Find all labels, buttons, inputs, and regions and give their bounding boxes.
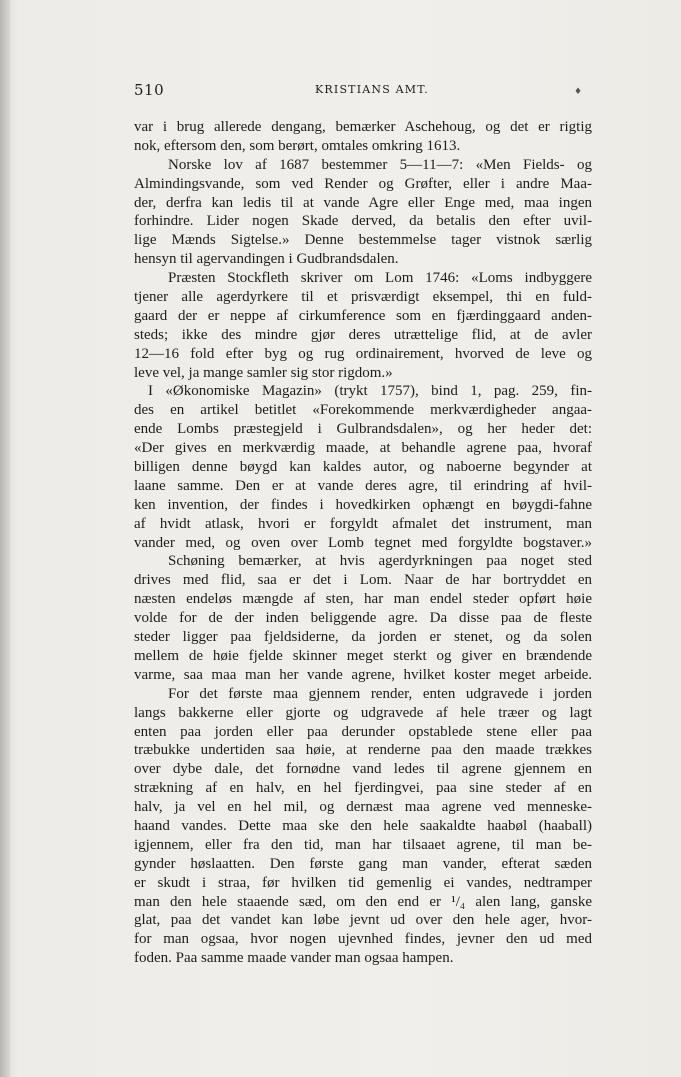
page-spine-shadow	[0, 0, 10, 1077]
text-line: I «Økonomiske Magazin» (trykt 1757), bind 1, pag. 259, fin-	[148, 383, 592, 400]
text-line: nok, eftersom den, som berørt, omtales omkring 1613.	[134, 137, 461, 154]
text-line: drives med flid, saa er det i Lom. Naar de har bortryddet en	[134, 572, 592, 589]
text-line: af hvidt atlask, hvori er forgyldt afmalet det instrument, man	[134, 515, 592, 532]
text-line: Schøning bemærker, at hvis agerdyrkningen paa noget sted	[168, 553, 592, 570]
text-line: ende Lombs præstegjeld i Gulbrandsdalen», og her heder det:	[134, 421, 592, 438]
print-mark: ♦	[574, 87, 583, 97]
text-line: for man ogsaa, hvor nogen ujevnhed findes, jevner den ud med	[134, 931, 592, 948]
text-line: glat, paa det vandet kan løbe jevnt ud over den hele ager, hvor-	[134, 912, 592, 929]
text-line: haand vandes. Dette maa ske den hele saakaldte haabøl (haaball)	[134, 817, 592, 834]
text-line: vander med, og oven over Lomb tegnet med forgyldte bogstaver.»	[134, 534, 592, 551]
text-line: «Der gives en merkværdig maade, at behandle agrene paa, hvoraf	[134, 440, 592, 457]
text-line: varme, saa maa man her vande agrene, hvilket koster meget arbeide.	[134, 666, 592, 683]
text-line: gaard der er neppe af cirkumference som en fjærdinggaard anden-	[134, 307, 592, 324]
text-line: enten paa jorden eller paa derunder opstablede stene eller paa	[134, 723, 592, 740]
text-line: Norske lov af 1687 bestemmer 5—11—7: «Men Fields- og	[168, 156, 592, 173]
page-header	[134, 81, 594, 99]
text-line: tjener alle agerdyrkere til et prisværdigt eksempel, thi en fuld-	[134, 289, 592, 306]
text-line: billigen denne bøygd kan kaldes autor, og naboerne begynder at	[134, 459, 592, 476]
running-title: KRISTIANS AMT.	[315, 83, 429, 96]
text-line: des en artikel betitlet «Forekommende merkværdigheder angaa-	[134, 402, 592, 419]
text-line: man den hele staaende sæd, om den end er ¹/₄ alen lang, ganske	[134, 893, 592, 910]
text-line: hensyn til agervandingen i Gudbrandsdalen.	[134, 251, 399, 268]
text-line: forhindre. Lider nogen Skade derved, da betalis den efter uvil-	[134, 213, 592, 230]
text-line: Præsten Stockfleth skriver om Lom 1746: «Loms indbyggere	[168, 270, 592, 287]
text-line: er skudt i straa, før hvilken tid gemenlig ei vandes, nedtramper	[134, 874, 592, 891]
text-line: For det første maa gjennem render, enten udgravede i jorden	[168, 685, 592, 702]
text-line: der, derfra kan ledis til at vande Agre eller Enge med, maa ingen	[134, 194, 592, 211]
text-line: langs bakkerne eller gjorte og udgravede af hele træer og lagt	[134, 704, 592, 721]
text-line: foden. Paa samme maade vander man ogsaa hampen.	[134, 950, 454, 967]
text-line: var i brug allerede dengang, bemærker Aschehoug, og det er rigtig	[134, 119, 592, 135]
text-line: halv, ja vel en hel mil, og dernæst maa agrene ved menneske-	[134, 799, 592, 816]
text-line: mellem de høie fjelde skinner meget sterkt og giver en brændende	[134, 647, 592, 664]
text-line: gynder høslaatten. Den første gang man vander, efterat sæden	[134, 855, 592, 872]
text-line: igjennem, eller fra den tid, man har tilsaaet agrene, til man be-	[134, 836, 592, 853]
text-line: ken invention, der findes i hovedkirken ophængt en bøygdi-fahne	[134, 496, 592, 513]
text-line: Almindingsvande, som ved Render og Grøfter, eller i andre Maa-	[134, 175, 592, 192]
text-line: steder ligger paa fjeldsiderne, da jorden er stenet, og da solen	[134, 629, 592, 646]
body-text	[134, 118, 592, 968]
text-line: strækning af en halv, en hel fjerdingvei, paa sine steder af en	[134, 780, 592, 797]
text-line: volde for de der inden beliggende agre. Da disse paa de fleste	[134, 610, 592, 627]
text-line: 12—16 fold efter byg og rug ordinairement, hvorved de leve og	[134, 345, 592, 362]
text-line: over dybe dale, det fornødne vand ledes til agrene gjennem en	[134, 761, 592, 778]
text-line: leve vel, ja mange samler sig stor rigdom.»	[134, 364, 393, 381]
text-line: træbukke undertiden saa høie, at renderne paa den maade trækkes	[134, 742, 592, 759]
text-line: lige Mænds Sigtelse.» Denne bestemmelse tager vistnok særlig	[134, 232, 592, 249]
page-number: 510	[134, 81, 165, 99]
text-line: steds; ikke des mindre gjør deres utrættelige flid, at de avler	[134, 326, 592, 343]
text-line: næsten endeløs mængde af sten, har man endel steder opført høie	[134, 591, 592, 608]
text-line: laane samme. Den er at vande deres agre, til erindring af hvil-	[134, 477, 592, 494]
